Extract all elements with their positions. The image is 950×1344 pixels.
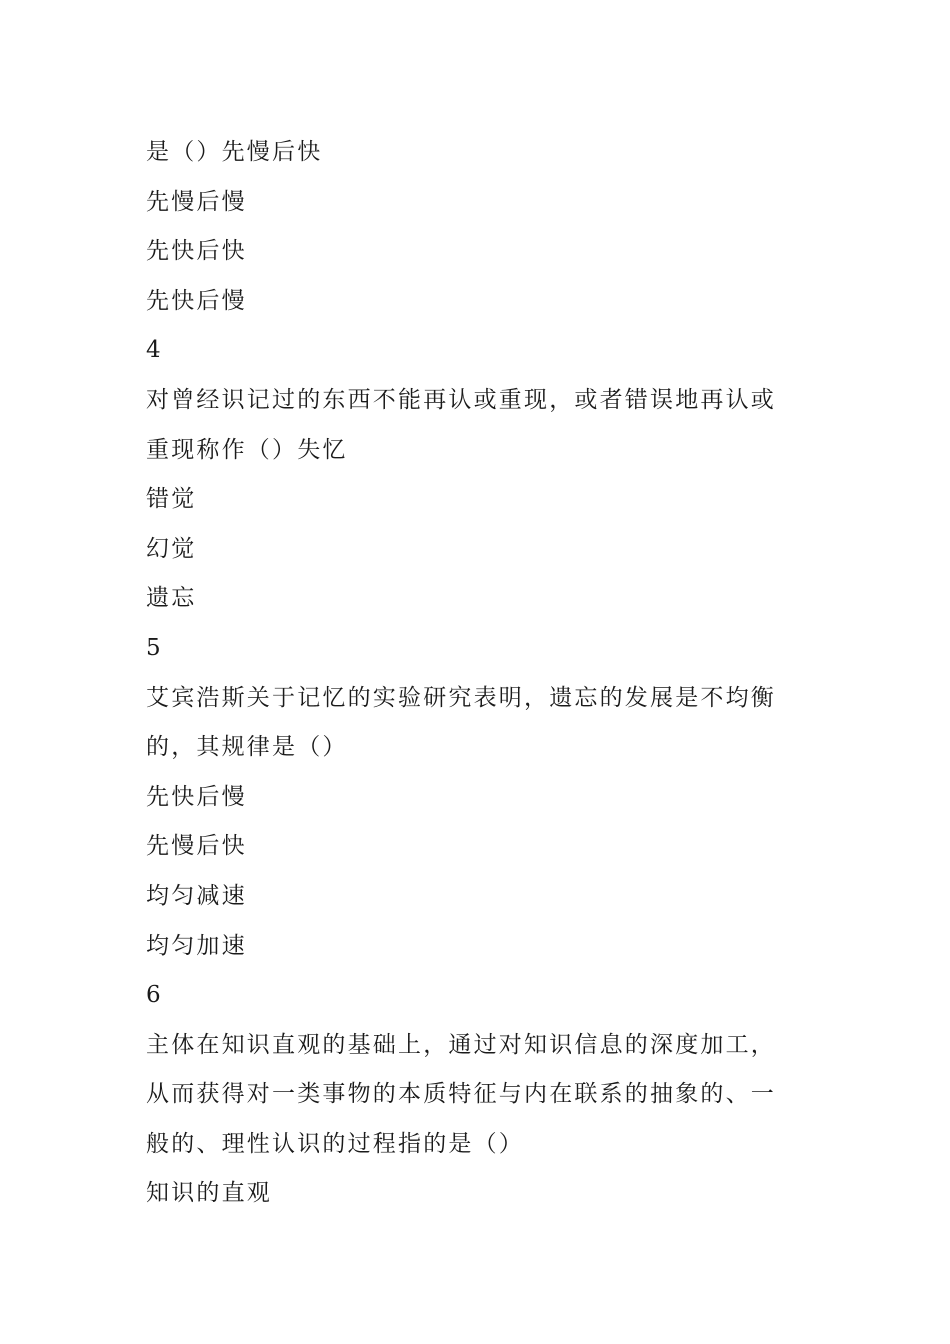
question-text-line: 对曾经识记过的东西不能再认或重现，或者错误地再认或 [146,386,776,413]
answer-option: 先慢后快 [146,833,247,860]
question-number: 4 [146,337,161,364]
question-text-line: 重现称作（）失忆 [146,436,348,463]
answer-option: 错觉 [146,486,197,513]
question-text-line: 从而获得对一类事物的本质特征与内在联系的抽象的、一 [146,1081,776,1108]
answer-option: 先快后慢 [146,287,247,314]
question-number: 5 [146,634,161,661]
answer-option: 幻觉 [146,535,197,562]
answer-option: 先快后慢 [146,783,247,810]
question-number: 6 [146,982,161,1009]
answer-option: 知识的直观 [146,1180,272,1207]
answer-option: 遗忘 [146,585,197,612]
question-text-line: 主体在知识直观的基础上，通过对知识信息的深度加工， [146,1031,776,1058]
question-text-line: 是（）先慢后快 [146,139,323,165]
answer-option: 均匀减速 [146,882,247,909]
document-page [146,128,826,1219]
question-text-line: 的，其规律是（） [146,734,348,761]
question-text-line: 艾宾浩斯关于记忆的实验研究表明，遗忘的发展是不均衡 [146,684,776,711]
answer-option: 均匀加速 [146,932,247,959]
question-text-line: 般的、理性认识的过程指的是（） [146,1130,524,1157]
answer-option: 先慢后慢 [146,188,247,215]
answer-option: 先快后快 [146,238,247,265]
